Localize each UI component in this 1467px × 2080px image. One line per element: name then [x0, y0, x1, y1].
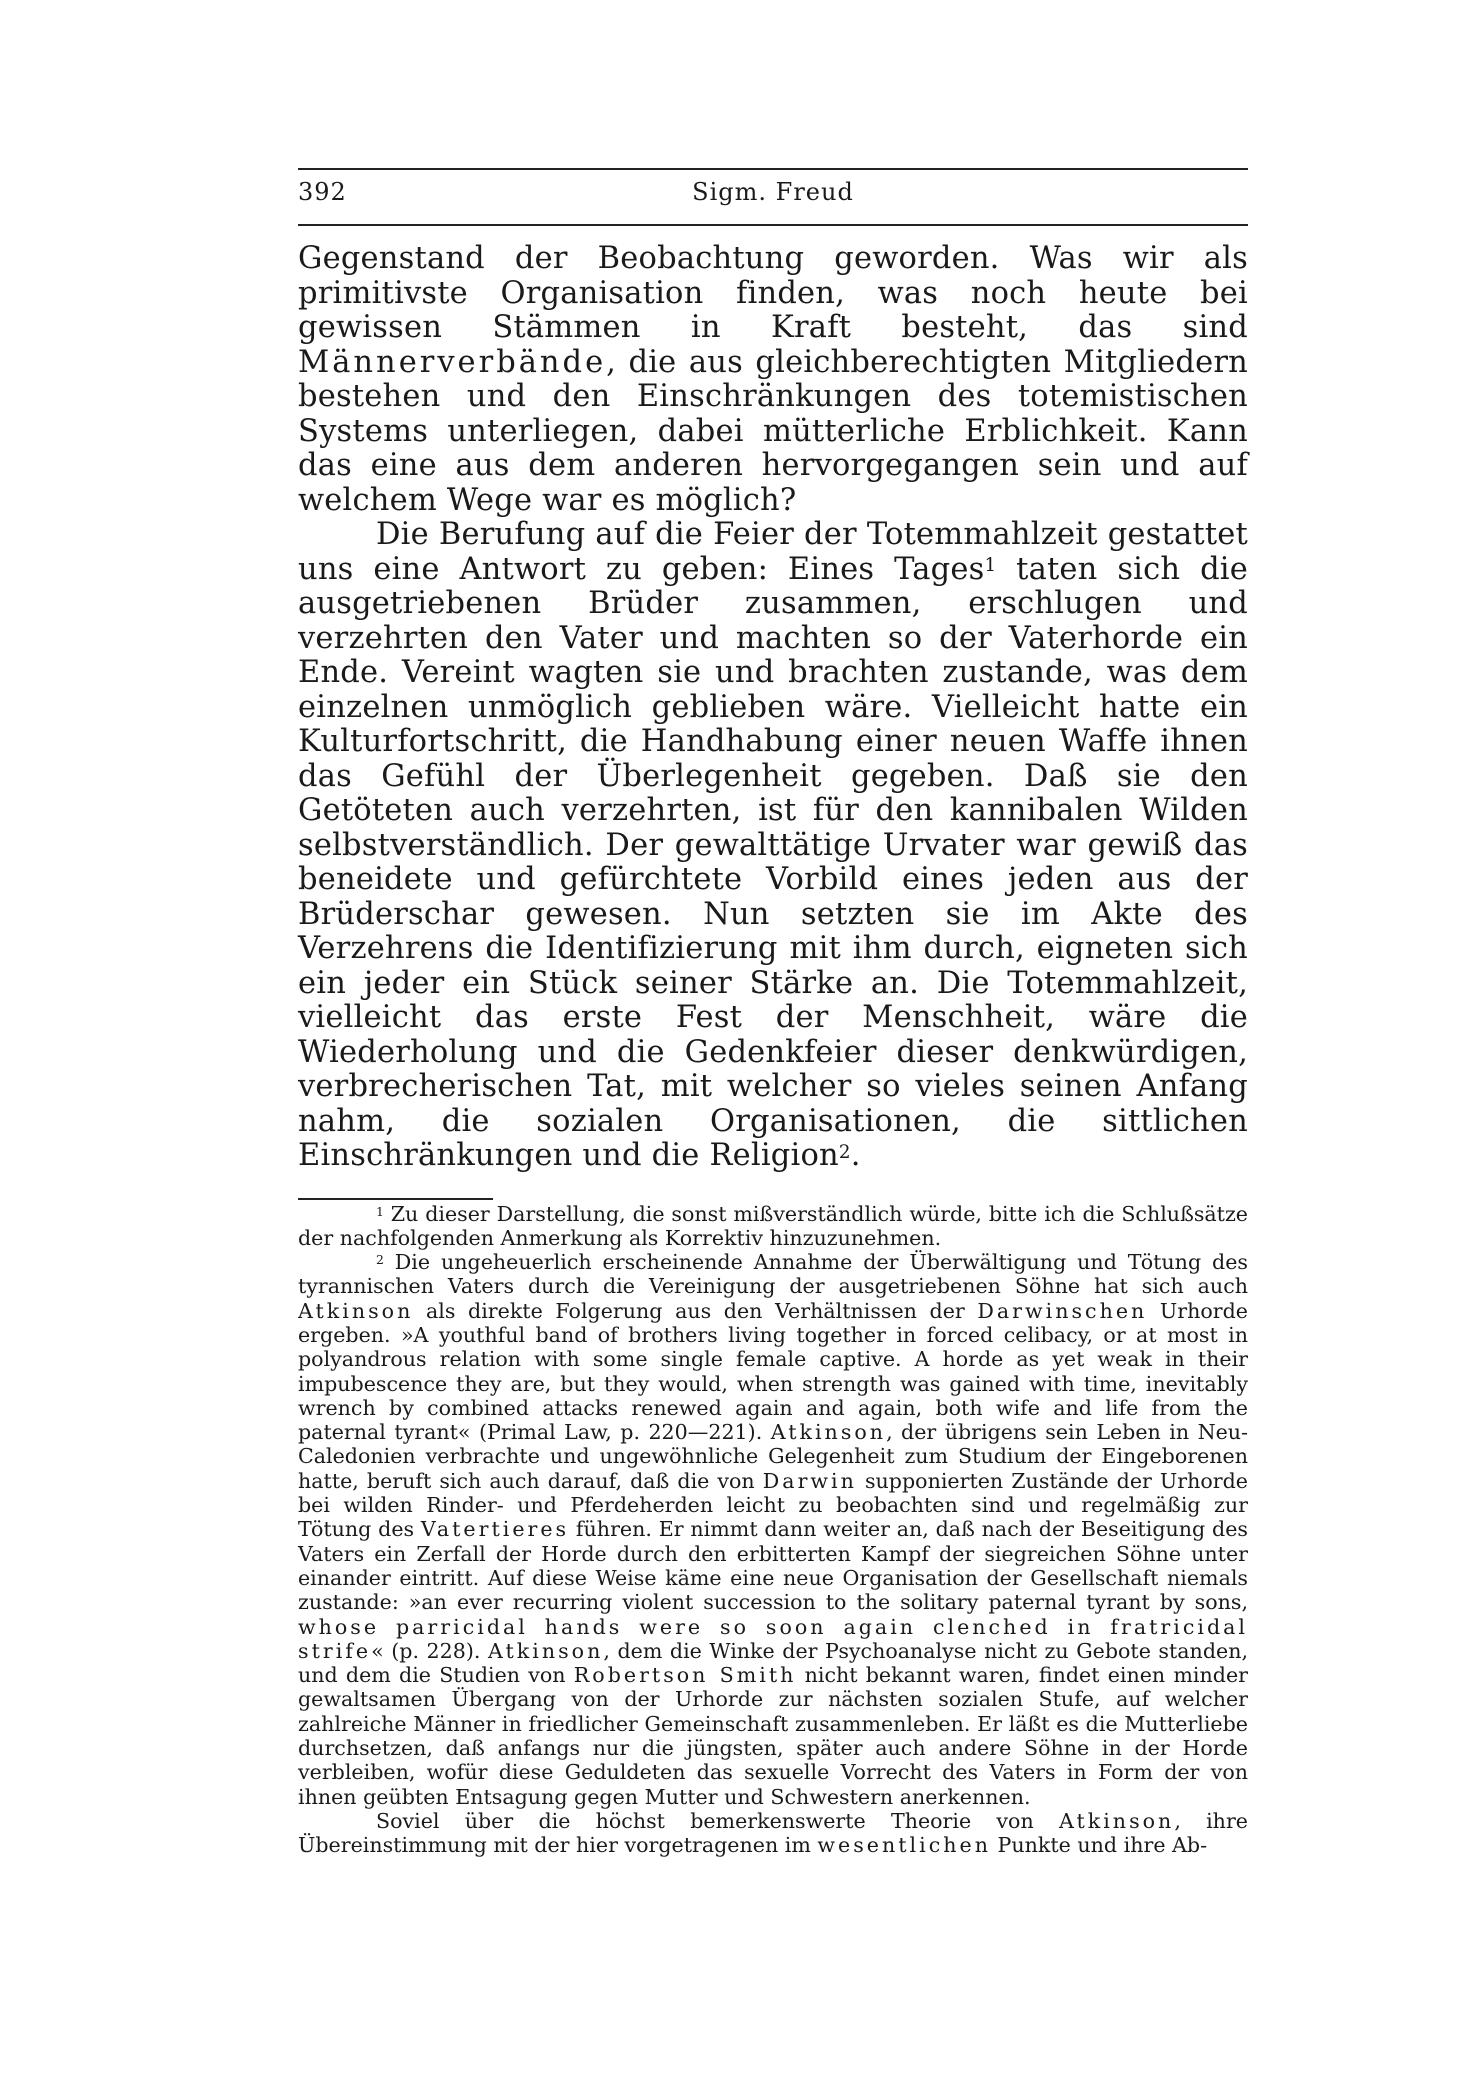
author-name: Atkinson	[488, 1638, 604, 1663]
footnote-ref-1: 1	[984, 555, 997, 577]
main-text	[298, 242, 1248, 1174]
paragraph-1: Gegenstand der Beobachtung geworden. Was wir als primitivste Organisation finden, was noch heute bei gewissen Stämmen in Kraft besteht, das sind Männerverbände, die aus gleichberechtigten Mitgliedern bestehen und den Einschränkungen des totemistischen Systems unterliegen, dabei mütterliche Erblichkeit. Kann das eine aus dem anderen hervorgegangen sein und auf welchem Wege war es möglich?	[298, 241, 1248, 518]
emphasis-quote: whose parricidal hands were so soon again clenched in fratricidal strife	[298, 1614, 1248, 1663]
author-name: Atkinson	[298, 1298, 414, 1323]
author-name: Atkinson	[1058, 1808, 1175, 1833]
author-name: Darwinschen	[977, 1298, 1148, 1323]
book-page	[298, 168, 1248, 2048]
footnote-mark-1: 1	[376, 1204, 384, 1219]
author-name: Atkinson	[770, 1420, 887, 1445]
footnote-mark-2: 2	[376, 1253, 384, 1268]
emphasis-vatertieres: Vatertieres	[420, 1517, 570, 1542]
footnote-divider	[298, 1198, 493, 1200]
author-name: Darwin	[762, 1468, 857, 1493]
page-number: 392	[298, 178, 347, 206]
footnote-1: $^1$ Zu dieser Darstellung, die sonst mißverständlich würde, bitte ich die Schlußsätze der nachfolgenden Anmerkung als Korrektiv hinzuzunehmen.	[298, 1201, 1248, 1250]
footnotes	[298, 1202, 1248, 1858]
running-title: Sigm. Freud	[692, 178, 854, 206]
emphasis-wesentlichen: wesentlichen	[817, 1833, 991, 1858]
author-name: Robertson Smith	[573, 1663, 797, 1688]
footnote-2: $^2$ Die ungeheuerlich erscheinende Annahme der Überwältigung und Tötung des tyrannischen Vaters durch die Vereinigung der ausgetriebenen Söhne hat sich auch Atkinson als direkte Folgerung aus den Verhältnissen der Darwinschen Urhorde ergeben. »A youthful band of brothers living together in forced celibacy, or at most in polyandrous relation with some single female captive. A horde as yet weak in their impubescence they are, but they would, when strength was gained with time, inevitably wrench by combined attacks renewed again and again, both wife and life from the paternal tyrant« (Primal Law, p. 220—221). Atkinson, der übrigens sein Leben in Neu-Caledonien verbrachte und ungewöhnliche Gelegenheit zum Studium der Eingeborenen hatte, beruft sich auch darauf, daß die von Darwin supponierten Zustände der Urhorde bei wilden Rinder- und Pferdeherden leicht zu beobachten sind und regelmäßig zur Tötung des Vatertieres führen. Er nimmt dann weiter an, daß nach der Beseitigung des Vaters ein Zerfall der Horde durch den erbitterten Kampf der siegreichen Söhne unter einander eintritt. Auf diese Weise käme eine neue Organisation der Gesellschaft niemals zustande: »an ever recurring violent succession to the solitary paternal tyrant by sons, whose parricidal hands were so soon again clenched in fratricidal strife« (p. 228). Atkinson, dem die Winke der Psychoanalyse nicht zu Gebote standen, und dem die Studien von Robertson Smith nicht bekannt waren, findet einen minder gewaltsamen Übergang von der Urhorde zur nächsten sozialen Stufe, auf welcher zahlreiche Männer in friedlicher Gemeinschaft zusammenleben. Er läßt es die Mutterliebe durchsetzen, daß anfangs nur die jüngsten, später auch andere Söhne in der Horde verbleiben, wofür diese Geduldeten das sexuelle Vorrecht des Vaters in Form der von ihnen geübten Entsagung gegen Mutter und Schwestern anerkennen.	[298, 1250, 1249, 1809]
footnote-ref-2: 2	[838, 1141, 851, 1163]
page-header	[298, 168, 1248, 226]
paragraph-2: Die Berufung auf die Feier der Totemmahlzeit gestattet uns eine Antwort zu geben: Eines Tages$^1$ taten sich die ausgetriebenen Brüder zusammen, erschlugen und verzehrten den Vater und machten so der Vaterhorde ein Ende. Vereint wagten sie und brachten zustande, was dem einzelnen unmöglich geblieben wäre. Vielleicht hatte ein Kulturfortschritt, die Handhabung einer neuen Waffe ihnen das Gefühl der Überlegenheit gegeben. Daß sie den Getöteten auch verzehrten, ist für den kannibalen Wilden selbstverständlich. Der gewalttätige Urvater war gewiß das beneidete und gefürchtete Vorbild eines jeden aus der Brüderschar gewesen. Nun setzten sie im Akte des Verzehrens die Identifizierung mit ihm durch, eigneten sich ein jeder ein Stück seiner Stärke an. Die Totemmahlzeit, vielleicht das erste Fest der Menschheit, wäre die Wiederholung und die Gedenkfeier dieser denkwürdigen, verbrecherischen Tat, mit welcher so vieles seinen Anfang nahm, die sozialen Organisationen, die sittlichen Einschränkungen und die Religion$^2$.	[298, 517, 1248, 1173]
emphasis-maennerverbaende: Männerverbände	[298, 344, 607, 380]
footnote-2-continued: Soviel über die höchst bemerkenswerte Theorie von Atkinson, ihre Übereinstimmung mit der hier vorgetragenen im wesentlichen Punkte und ihre Ab-	[298, 1808, 1248, 1858]
